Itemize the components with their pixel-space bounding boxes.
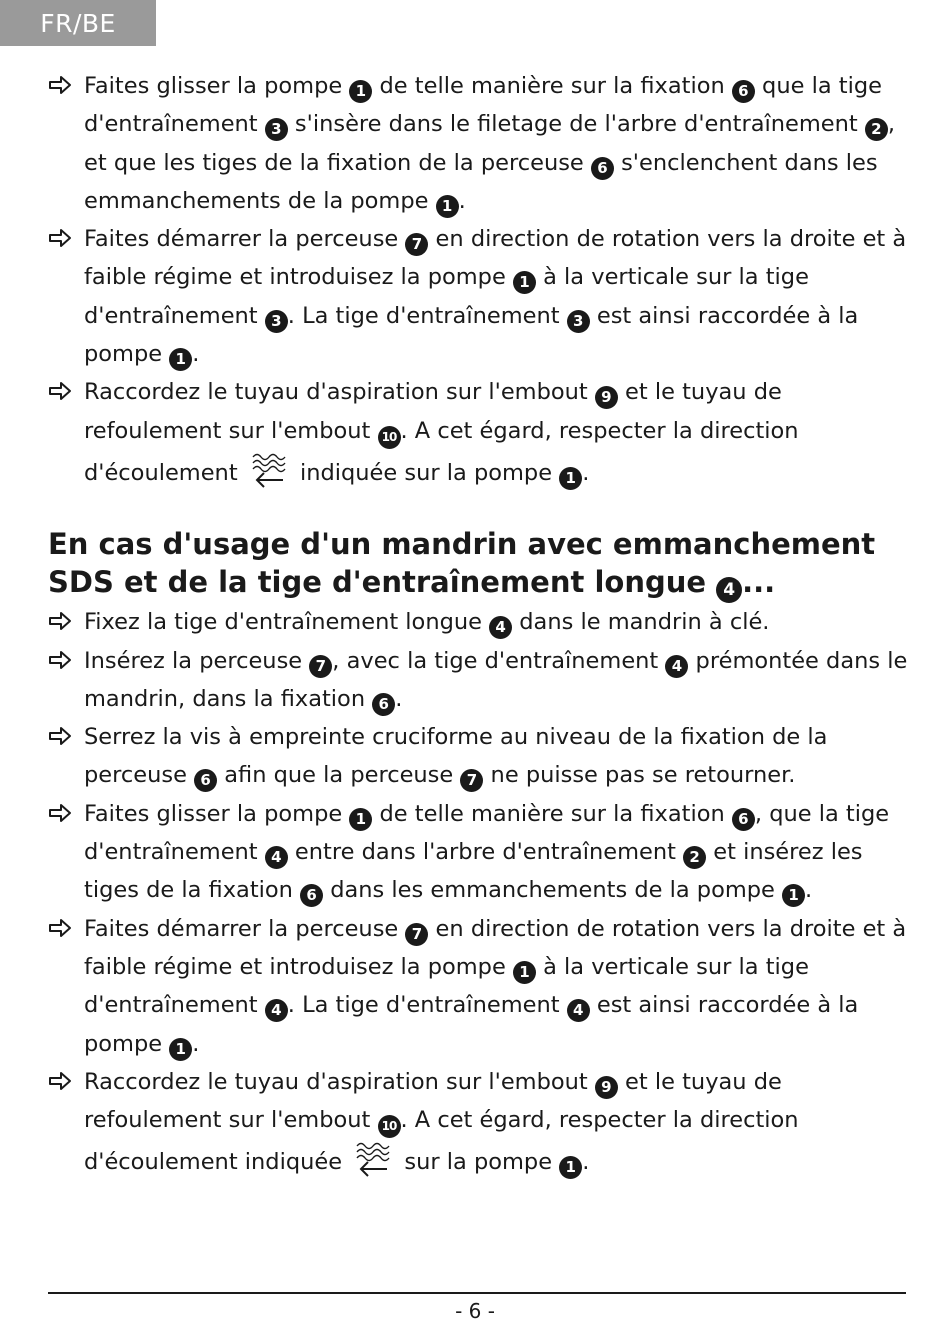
instruction-text: ne puisse pas se retourner. <box>483 762 796 789</box>
part-number-badge: 4 <box>489 616 512 639</box>
instruction-text: s'enclenchent dans les emmanchements de la pompe <box>84 149 878 214</box>
part-number-badge: 10 <box>378 426 401 449</box>
instruction-text: et insérez les tiges de la fixation <box>84 839 863 904</box>
instruction-text: à la verticale sur la tige d'entraînement <box>84 953 809 1019</box>
instruction-text: . <box>582 459 590 486</box>
part-number-badge: 1 <box>169 348 192 371</box>
instruction-item <box>48 373 908 492</box>
heading-suffix: ... <box>742 565 776 600</box>
part-number-badge: 6 <box>300 884 323 907</box>
instruction-text: et le tuyau de refoulement sur l'embout <box>84 379 782 444</box>
part-number-badge: 6 <box>732 80 755 103</box>
instruction-text: dans les emmanchements de la pompe <box>323 877 783 904</box>
part-number-badge: 4 <box>265 999 288 1022</box>
instruction-text: Serrez la vis à empreinte cruciforme au niveau de la fixation de la perceuse <box>84 724 828 789</box>
part-number-badge: 1 <box>559 467 582 490</box>
instruction-text: sur la pompe <box>397 1149 560 1176</box>
instruction-text: . <box>395 685 403 712</box>
instruction-text: . La tige d'entraînement <box>287 302 567 329</box>
instruction-item <box>48 1063 908 1182</box>
instruction-text: Raccordez le tuyau d'aspiration sur l'embout <box>84 379 595 406</box>
part-number-badge: 4 <box>665 655 688 678</box>
part-number-badge: 1 <box>349 80 372 103</box>
instruction-text: indiquée sur la pompe <box>292 459 560 486</box>
arrow-bullet-icon <box>48 228 72 248</box>
part-number-badge: 7 <box>309 655 332 678</box>
part-number-badge: 2 <box>865 118 888 141</box>
instruction-text: Faites démarrer la perceuse <box>84 915 406 942</box>
instruction-text: et le tuyau de refoulement sur l'embout <box>84 1068 782 1134</box>
part-number-badge: 1 <box>349 808 372 831</box>
instruction-text: dans le mandrin à clé. <box>512 609 770 636</box>
instruction-text: Faites glisser la pompe <box>84 73 350 99</box>
instruction-text: Fixez la tige d'entraînement longue <box>84 609 490 636</box>
page-content <box>48 67 908 1182</box>
page-number: - 6 - <box>455 1299 495 1323</box>
instruction-text: s'insère dans le filetage de l'arbre d'entraînement <box>287 111 865 138</box>
instruction-text: est ainsi raccordée à la pompe <box>84 302 859 368</box>
instruction-text: en direction de rotation vers la droite et à faible régime et introduisez la pompe <box>84 915 907 980</box>
part-number-badge: 1 <box>513 961 536 984</box>
instruction-text: . <box>192 1030 200 1057</box>
part-number-badge: 9 <box>595 386 618 409</box>
instruction-text: en direction de rotation vers la droite et à faible régime et introduisez la pompe <box>84 226 907 291</box>
flow-direction-icon <box>249 450 289 488</box>
instruction-item <box>48 642 908 719</box>
part-number-badge: 3 <box>265 118 288 141</box>
arrow-bullet-icon <box>48 611 72 631</box>
arrow-bullet-icon <box>48 381 72 401</box>
instruction-text: . <box>192 341 200 368</box>
arrow-bullet-icon <box>48 650 72 670</box>
instruction-text: Faites démarrer la perceuse <box>84 226 406 253</box>
instruction-text: est ainsi raccordée à la pompe <box>84 992 859 1057</box>
instruction-text: . La tige d'entraînement <box>287 992 567 1019</box>
instruction-text: de telle manière sur la fixation <box>372 800 732 827</box>
footer-rule <box>48 1292 906 1294</box>
part-number-badge: 1 <box>169 1038 192 1061</box>
arrow-bullet-icon <box>48 918 72 938</box>
section-heading <box>48 525 908 603</box>
part-number-badge: 6 <box>372 693 395 716</box>
instruction-item <box>48 67 908 220</box>
instruction-text: , avec la tige d'entraînement <box>332 647 666 674</box>
instruction-text: afin que la perceuse <box>217 762 461 789</box>
part-number-badge: 7 <box>405 233 428 256</box>
arrow-bullet-icon <box>48 726 72 746</box>
instruction-text: de telle manière sur la fixation <box>372 73 732 99</box>
part-number-badge: 4 <box>265 846 288 869</box>
instruction-text: , et que les tiges de la fixation de la perceuse <box>84 111 895 176</box>
part-number-badge: 1 <box>782 884 805 907</box>
instruction-text: . <box>805 877 813 904</box>
part-number-badge: 2 <box>683 846 706 869</box>
arrow-bullet-icon <box>48 803 72 823</box>
instruction-text: entre dans l'arbre d'entraînement <box>287 839 684 866</box>
instruction-text: à la verticale sur la tige d'entraînement <box>84 264 809 329</box>
instruction-item <box>48 910 908 1063</box>
part-number-badge: 6 <box>194 769 217 792</box>
arrow-bullet-icon <box>48 75 72 95</box>
instruction-text: . A cet égard, respecter la direction d'écoulement indiquée <box>84 1107 799 1176</box>
instruction-item <box>48 718 908 795</box>
instruction-item <box>48 220 908 373</box>
part-number-badge: 7 <box>405 923 428 946</box>
arrow-bullet-icon <box>48 1071 72 1091</box>
instruction-text: Raccordez le tuyau d'aspiration sur l'embout <box>84 1068 595 1095</box>
part-number-badge: 3 <box>567 310 590 333</box>
instruction-item <box>48 795 908 910</box>
instruction-text: Insérez la perceuse <box>84 647 310 674</box>
part-number-badge: 6 <box>591 157 614 180</box>
part-number-badge: 1 <box>513 271 536 294</box>
flow-direction-icon <box>353 1139 393 1177</box>
part-number-badge: 4 <box>567 999 590 1022</box>
instruction-list-2 <box>48 603 908 1181</box>
instruction-text: . <box>458 187 466 214</box>
section-heading-text: En cas d'usage d'un mandrin avec emmanchement SDS et de la tige d'entraînement longue <box>48 527 876 600</box>
instruction-list-1 <box>48 67 908 492</box>
instruction-text: , que la tige d'entraînement <box>84 800 890 866</box>
instruction-text: que la tige d'entraînement <box>84 73 882 138</box>
instruction-text: . <box>582 1149 590 1176</box>
language-tab: FR/BE <box>0 0 156 46</box>
instruction-text: prémontée dans le mandrin, dans la fixation <box>84 647 908 712</box>
instruction-text: Faites glisser la pompe <box>84 800 350 827</box>
part-number-badge: 1 <box>559 1156 582 1179</box>
part-number-badge: 7 <box>460 769 483 792</box>
part-number-badge: 3 <box>265 310 288 333</box>
part-number-badge: 10 <box>378 1115 401 1138</box>
heading-number-badge: 4 <box>716 577 742 603</box>
instruction-text: . A cet égard, respecter la direction d'écoulement <box>84 417 799 486</box>
part-number-badge: 1 <box>436 195 459 218</box>
instruction-item <box>48 603 908 641</box>
part-number-badge: 9 <box>595 1076 618 1099</box>
part-number-badge: 6 <box>732 808 755 831</box>
